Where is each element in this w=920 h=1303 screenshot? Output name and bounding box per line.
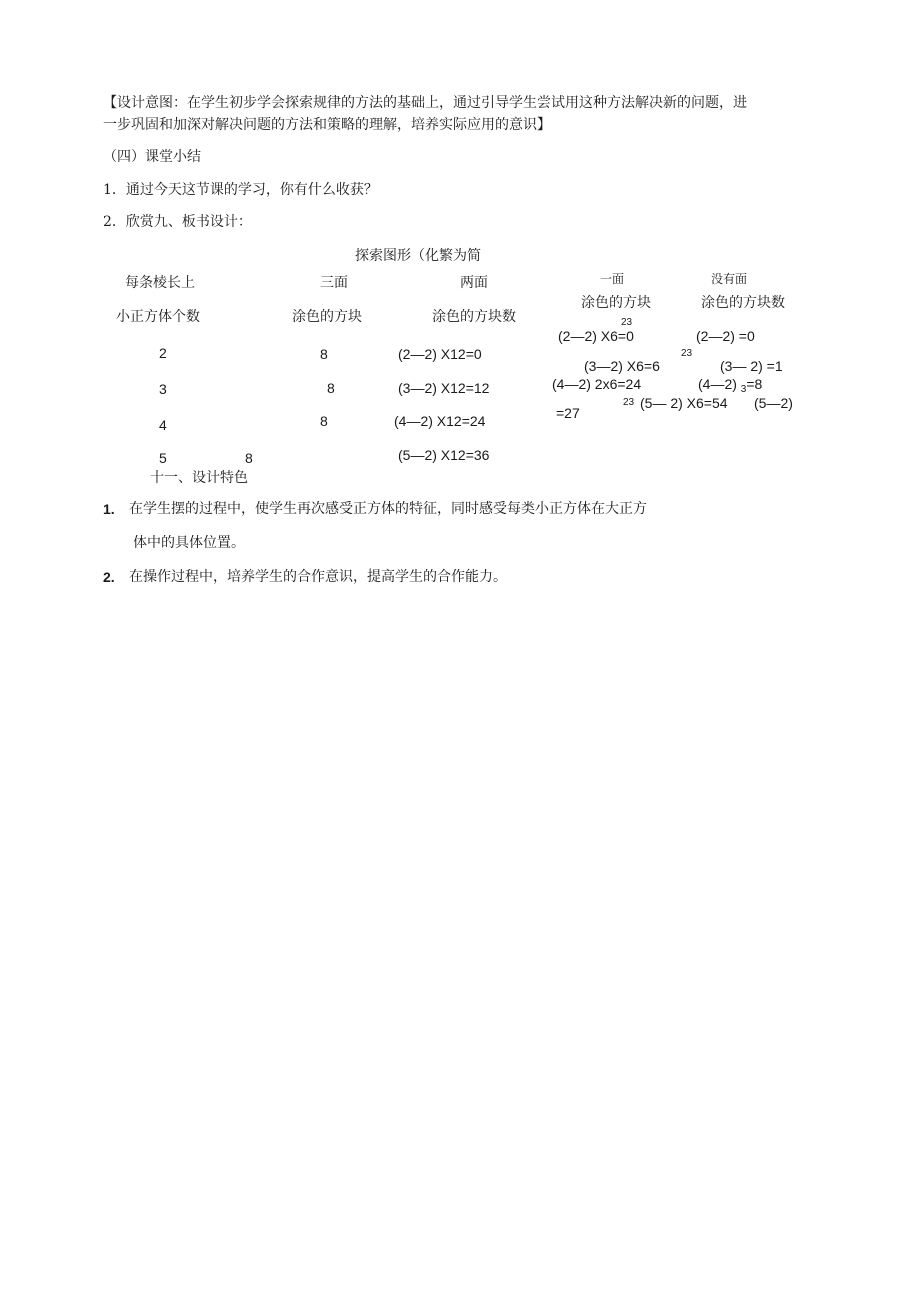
three-face-row4: 8 <box>245 450 253 466</box>
one-face-sup4: 23 <box>623 397 635 408</box>
features-heading: 十一、设计特色 <box>150 470 248 486</box>
feature-1-text: 在学生摆的过程中，使学生再次感受正方体的特征，同时感受每类小正方体在大正方 <box>129 501 647 517</box>
three-face-row2: 8 <box>327 380 335 396</box>
edge-count-2: 2 <box>159 345 167 361</box>
three-face-row1: 8 <box>320 346 328 362</box>
two-face-row2: (3—2) X12=12 <box>398 380 490 396</box>
no-face-row3-result: =8 <box>746 376 763 392</box>
col4-header-line2: 涂色的方块 <box>581 295 651 311</box>
one-face-sup1: 23 <box>621 317 633 328</box>
one-face-row4: (5— 2) X6=54 <box>640 395 728 411</box>
col2-header-line1: 三面 <box>320 275 348 291</box>
feature-1-number: 1. <box>103 501 115 517</box>
no-face-row1: (2—2) =0 <box>696 328 755 344</box>
col4-header-line1: 一面 <box>600 272 625 286</box>
one-face-row3: (4—2) 2x6=24 <box>552 376 642 392</box>
question-2: 2．欣赏九、板书设计： <box>103 214 252 230</box>
one-face-sup2: 23 <box>681 348 693 359</box>
two-face-row3: (4—2) X12=24 <box>394 413 486 429</box>
col3-header-line1: 两面 <box>460 275 488 291</box>
no-face-row3-exp: 3 <box>740 384 747 395</box>
one-face-row1: (2—2) X6=0 <box>558 328 634 344</box>
three-face-row3: 8 <box>320 413 328 429</box>
design-intent-line1: 【设计意图：在学生初步学会探索规律的方法的基础上，通过引导学生尝试用这种方法解决新的问题，进 <box>103 95 747 111</box>
feature-2-text: 在操作过程中，培养学生的合作意识，提高学生的合作能力。 <box>129 569 507 585</box>
no-face-row3 <box>698 375 762 396</box>
col1-header-line1: 每条棱长上 <box>125 275 195 291</box>
one-face-row2: (3—2) X6=6 <box>584 358 660 374</box>
summary-heading: （四）课堂小结 <box>103 149 201 165</box>
feature-1-continuation: 体中的具体位置。 <box>133 535 245 551</box>
no-face-row2: (3— 2) =1 <box>720 358 783 374</box>
board-title: 探索图形（化繁为简 <box>355 248 481 264</box>
design-intent <box>103 92 821 136</box>
two-face-row1: (2—2) X12=0 <box>398 346 482 362</box>
edge-count-3: 3 <box>159 381 167 397</box>
no-face-row3-base: (4—2) <box>698 376 741 392</box>
col1-header-line2: 小正方体个数 <box>116 309 200 325</box>
edge-count-4: 4 <box>159 417 167 433</box>
two-face-row4: (5—2) X12=36 <box>398 447 490 463</box>
col3-header-line2: 涂色的方块数 <box>432 309 516 325</box>
question-1: 1．通过今天这节课的学习，你有什么收获？ <box>103 182 378 198</box>
col2-header-line2: 涂色的方块 <box>292 309 362 325</box>
one-face-row5: =27 <box>556 405 580 421</box>
design-intent-line2: 一步巩固和加深对解决问题的方法和策略的理解，培养实际应用的意识】 <box>103 117 551 133</box>
col5-header-line1: 没有面 <box>711 272 748 286</box>
feature-2-number: 2. <box>103 569 115 585</box>
col5-header-line2: 涂色的方块数 <box>701 295 785 311</box>
no-face-row4: (5—2) <box>754 395 793 411</box>
edge-count-5: 5 <box>159 450 167 466</box>
